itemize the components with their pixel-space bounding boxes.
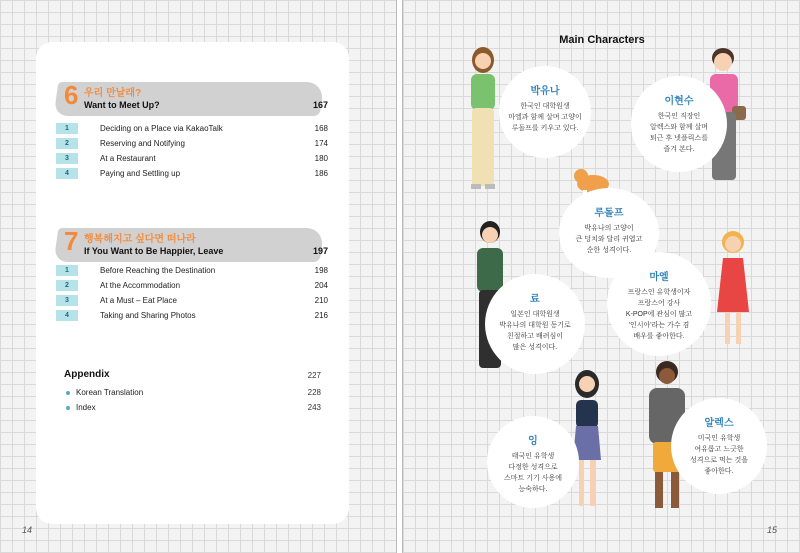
character-name: 료 bbox=[530, 294, 540, 305]
lesson-row[interactable] bbox=[56, 280, 336, 292]
appendix-item-label: Korean Translation bbox=[76, 388, 144, 397]
lesson-number: 1 bbox=[56, 123, 78, 134]
appendix-page: 227 bbox=[307, 371, 321, 380]
character-bubble-yuna bbox=[499, 66, 591, 158]
page-number: 14 bbox=[22, 525, 33, 535]
appendix-title: Appendix bbox=[64, 369, 110, 380]
lesson-row[interactable] bbox=[56, 310, 336, 322]
lesson-page: 210 bbox=[314, 296, 328, 305]
lesson-page: 168 bbox=[314, 124, 328, 133]
bullet-icon bbox=[66, 391, 70, 395]
chapter-6-heading bbox=[56, 82, 336, 118]
lesson-title: At a Must – Eat Place bbox=[100, 296, 177, 305]
character-desc: 미국인 유학생 여유롭고 느긋한 성격으로 먹는 것을 좋아한다. bbox=[690, 435, 748, 475]
character-name: 잉 bbox=[528, 436, 538, 447]
chapter-page: 167 bbox=[312, 100, 328, 110]
character-desc: 박유나의 고양이 큰 덩치와 달리 귀엽고 순한 성격이다. bbox=[575, 225, 643, 254]
appendix-item[interactable] bbox=[66, 388, 143, 397]
character-bubble-hyunsu bbox=[631, 76, 727, 172]
character-name: 알렉스 bbox=[704, 418, 734, 429]
lesson-title: Reserving and Notifying bbox=[100, 139, 185, 148]
character-desc: 일본인 대학원생 박유나의 대학원 동기로 친절하고 배려심이 많은 성격이다. bbox=[499, 311, 571, 351]
lesson-title: At the Accommodation bbox=[100, 281, 181, 290]
lesson-title: Paying and Settling up bbox=[100, 169, 181, 178]
character-desc: 한국인 대학원생 마엘과 함께 살며 고양이 루돌프를 키우고 있다. bbox=[508, 103, 582, 132]
lesson-number: 4 bbox=[56, 168, 78, 179]
bullet-icon bbox=[66, 406, 70, 410]
appendix-item-label: Index bbox=[76, 403, 96, 412]
lesson-number: 2 bbox=[56, 138, 78, 149]
character-bubble-ying bbox=[487, 416, 579, 508]
lesson-number: 1 bbox=[56, 265, 78, 276]
character-bubble-ryo bbox=[485, 274, 585, 374]
left-page bbox=[0, 0, 397, 553]
lesson-number: 2 bbox=[56, 280, 78, 291]
lesson-number: 3 bbox=[56, 153, 78, 164]
appendix-item-page: 228 bbox=[307, 388, 321, 397]
lesson-row[interactable] bbox=[56, 138, 336, 150]
lesson-row[interactable] bbox=[56, 123, 336, 135]
right-page bbox=[402, 0, 800, 553]
character-name: 이현수 bbox=[664, 96, 694, 107]
lesson-number: 4 bbox=[56, 310, 78, 321]
chapter-page: 197 bbox=[312, 246, 328, 256]
character-desc: 프랑스인 유학생이자 프랑스어 강사 K-POP에 관심이 많고 '인시아'라는 가수 겸 배우를 좋아한다. bbox=[625, 289, 693, 340]
lesson-row[interactable] bbox=[56, 265, 336, 277]
character-name: 박유나 bbox=[530, 86, 560, 97]
character-bubble-mael bbox=[607, 252, 711, 356]
lesson-page: 216 bbox=[314, 311, 328, 320]
character-desc: 한국인 직장인 알렉스와 함께 살며 퇴근 후 넷플릭스를 즐겨 본다. bbox=[650, 113, 708, 153]
lesson-page: 186 bbox=[314, 169, 328, 178]
lesson-title: Before Reaching the Destination bbox=[100, 266, 216, 275]
character-mael-illustration bbox=[713, 228, 753, 348]
chapter-number: 7 bbox=[64, 226, 79, 256]
lesson-number: 3 bbox=[56, 295, 78, 306]
lesson-page: 204 bbox=[314, 281, 328, 290]
toc-card bbox=[36, 42, 349, 524]
lesson-title: Taking and Sharing Photos bbox=[100, 311, 196, 320]
character-name: 마엘 bbox=[649, 272, 669, 283]
character-name: 루돌프 bbox=[594, 208, 624, 219]
lesson-row[interactable] bbox=[56, 295, 336, 307]
character-bubble-alex bbox=[671, 398, 767, 494]
chapter-7-heading bbox=[56, 228, 336, 264]
page-number: 15 bbox=[766, 525, 777, 535]
chapter-number: 6 bbox=[64, 80, 79, 110]
lesson-page: 180 bbox=[314, 154, 328, 163]
lesson-page: 174 bbox=[314, 139, 328, 148]
appendix-item-page: 243 bbox=[307, 403, 321, 412]
lesson-title: At a Restaurant bbox=[100, 154, 156, 163]
appendix-item[interactable] bbox=[66, 403, 96, 412]
lesson-row[interactable] bbox=[56, 168, 336, 180]
lesson-page: 198 bbox=[314, 266, 328, 275]
character-desc: 태국인 유학생 다정한 성격으로 스마트 기기 사용에 능숙하다. bbox=[504, 453, 562, 493]
lesson-row[interactable] bbox=[56, 153, 336, 165]
section-title: Main Characters bbox=[559, 34, 645, 46]
lesson-title: Deciding on a Place via KakaoTalk bbox=[100, 124, 223, 133]
chapter-title-ko: 우리 만날래? bbox=[84, 88, 142, 99]
chapter-title-ko: 행복해지고 싶다면 떠나라 bbox=[84, 234, 196, 245]
chapter-title-en: Want to Meet Up? bbox=[84, 100, 160, 110]
chapter-title-en: If You Want to Be Happier, Leave bbox=[84, 246, 224, 256]
